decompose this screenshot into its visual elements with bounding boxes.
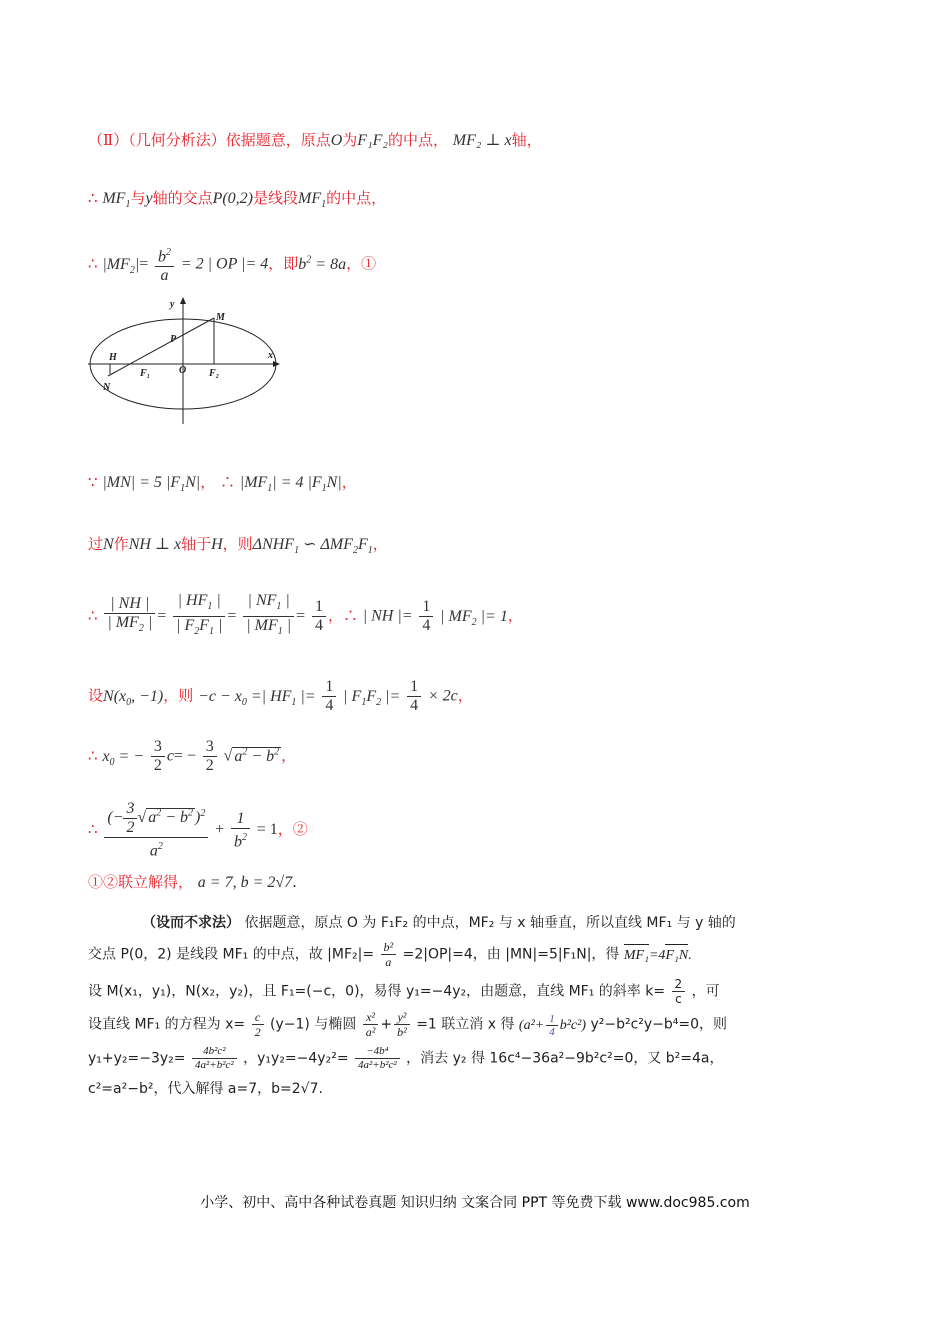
line3 (88, 244, 376, 285)
circle-one: ，① (346, 254, 377, 273)
line6 (88, 592, 523, 641)
label-p: P (170, 334, 177, 345)
equals: = (227, 607, 237, 625)
frac-quarter-d: $\frac{1}{4}$ (407, 678, 421, 715)
alt-vector-eq: MF₁=4F₁N. (624, 948, 692, 963)
math-h: H (211, 536, 223, 553)
line5 (88, 534, 388, 561)
text-ji: ，即 (268, 254, 299, 273)
alt-line-4: 设直线 MF₁ 的方程为 x= $\frac{c}{2}$ (y−1) 与椭圆 $\frac{\text{x²}}{\text{a²}}$ + $\frac{\text{y²}}{\text{b²}}$ =1 联立消 x 得 (a²+ $\frac{1}{4}$ b²c²) y²−b²c²y−b⁴=0，则 (88, 1010, 728, 1039)
math-p: P(0,2) (212, 190, 254, 207)
comma: ， (372, 535, 388, 553)
comma: ， (341, 473, 357, 491)
line8 (88, 738, 296, 775)
alt-text-3b: ，可 (691, 983, 720, 1000)
method-text: 几何分析法）依据题意，原点 (135, 131, 331, 149)
math-c-x0: $-c - x_0$ =| $HF_1$ |= (198, 687, 316, 708)
text-zhouyu: 轴于 (181, 535, 212, 553)
alt-text-5a: y₁+y₂=−3y₂= (88, 1050, 186, 1067)
ellipse-figure (88, 296, 288, 426)
label-n: N (103, 382, 111, 393)
therefore-sign: ∴ (88, 254, 98, 273)
alt-line-2 (88, 940, 858, 969)
circle-two: ，② (277, 820, 308, 839)
alt-text-4c: =1 联立消 x 得 (416, 1016, 515, 1033)
text-zuo: 作 (113, 535, 129, 553)
label-m: M (216, 312, 225, 323)
alt-frac-b2-a: $\frac{\text{b²}}{a}$ (381, 940, 397, 969)
alt-method-block (88, 912, 858, 1100)
label-h: H (109, 352, 117, 363)
alt-method-title: （设而不求法） (142, 915, 240, 931)
text-axis: 轴， (511, 131, 542, 149)
comma: ， (281, 746, 297, 765)
math-answer: a = 7, b = 2√7 (197, 874, 293, 891)
label-f1: F₁ (140, 368, 151, 379)
comma: ， (507, 606, 523, 625)
text-intersection: 轴的交点 (152, 189, 213, 207)
math-x0: $x_0$ = − (102, 747, 145, 768)
frac-nf1-mf1: $\frac{| NF_1 |}{| MF_1 |}$ (243, 592, 294, 641)
frac-ellipse-eq: (− $\frac{3}{2}$ √ $a^2 - b^2$ )$^2$ $a^2$ (104, 800, 208, 860)
plus: + (215, 821, 225, 839)
alt-text-2a: 交点 P(0，2) 是线段 MF₁ 的中点，故 |MF₂|= (88, 946, 375, 963)
label-x: x (268, 350, 273, 361)
alt-line-3 (88, 977, 858, 1006)
sep-comma: ， (200, 473, 216, 491)
alt-text-4b: (y−1) 与椭圆 (270, 1016, 357, 1033)
equals: = (296, 607, 306, 625)
page-footer: 小学、初中、高中各种试卷真题 知识归纳 文案合同 PPT 等免费下载 www.doc985.com (200, 1195, 750, 1211)
comma: ，∴ (327, 606, 358, 625)
math-mf1-4f1n: $|MF_1| = 4$ $|F_1N|$ (239, 474, 342, 495)
fraction-b2-a: $\frac{b^2}{a}$ (155, 244, 174, 285)
alt-line-5 (88, 1045, 858, 1072)
alt-frac-y2-b2: $\frac{\text{y²}}{\text{b²}}$ (394, 1010, 410, 1039)
equals: = (139, 255, 149, 273)
math-nh: | NH |= (362, 607, 413, 625)
line7 (88, 678, 473, 715)
math-mf2-eq1: | $MF_2$ |= 1 (440, 607, 508, 628)
text-midpoint: 的中点， (387, 131, 448, 149)
text-mid: 的中点， (326, 189, 387, 207)
math-eq-op: = 2 | OP |= 4 (180, 255, 269, 273)
part2-line (88, 130, 542, 151)
alt-line-6 (88, 1078, 858, 1100)
alt-frac-c-2: $\frac{c}{2}$ (252, 1010, 264, 1039)
math-y: y (145, 190, 153, 207)
alt-line-1 (88, 912, 858, 934)
text-guo: 过 (88, 535, 104, 553)
line10 (88, 872, 297, 893)
alt-coef: (a²+ $\frac{1}{4}$ b²c²) (518, 1012, 587, 1038)
label-y: y (170, 299, 175, 310)
math-mf1: $MF_1$ (102, 190, 131, 211)
period: . (292, 873, 297, 891)
math-mf1-b: $MF_1$ (298, 190, 327, 211)
frac-hf1-f2f1: $\frac{| HF_1 |}{| F_2F_1 |}$ (173, 592, 225, 641)
math-n-point: $N(x_0$, −1) (103, 687, 164, 708)
frac-quarter: $\frac{1}{4}$ (312, 598, 326, 635)
math-times-2c: × 2c (427, 687, 458, 705)
text-solve: ①②联立解得， (88, 873, 194, 891)
therefore-sign: ∴ (219, 473, 235, 491)
therefore-sign: ∴ (88, 189, 98, 207)
alt-text-1: 依据题意，原点 O 为 F₁F₂ 的中点，MF₂ 与 x 轴垂直，所以直线 MF₁ 与 y 轴的 (244, 915, 736, 931)
therefore-sign: ∴ (88, 606, 98, 625)
alt-frac-prod: $\frac{\text{−4b⁴}}{\text{4a²+b²c²}}$ (355, 1045, 400, 1072)
math-f1f2: F₁F₂ (357, 132, 388, 149)
math-similar: $\Delta NHF_1$ ∽ $\Delta MF_2F_1$ (252, 536, 373, 557)
label-f2: F₂ (209, 368, 220, 379)
because-sign: ∵ (88, 473, 98, 491)
text-ze: ，则 (163, 686, 194, 705)
therefore-sign: ∴ (88, 746, 98, 765)
math-n: N (103, 536, 114, 553)
text-ze: ，则 (222, 535, 253, 553)
comma: ， (457, 686, 473, 705)
alt-frac-x2-a2: $\frac{\text{x²}}{\text{a²}}$ (363, 1010, 379, 1039)
alt-text-2b: =2|OP|=4，由 |MN|=5|F₁N|，得 (402, 946, 620, 963)
text-yu: 与 (130, 189, 146, 207)
alt-text-6: c²=a²−b²，代入解得 a=7，b=2√7. (88, 1081, 323, 1097)
math-f1f2-abs: | $F_1F_2$ |= (343, 687, 401, 708)
text-segment: 是线段 (253, 189, 299, 207)
frac-three-half-b: $\frac{3}{2}$ (203, 738, 217, 775)
equals: = (157, 607, 167, 625)
alt-text-4a: 设直线 MF₁ 的方程为 x= (88, 1016, 246, 1033)
label-o: O (179, 365, 187, 376)
line2 (88, 188, 386, 215)
math-o: O (330, 132, 343, 149)
equals-one: = 1 (256, 821, 278, 839)
math-mf2-perp: MF₂ ⊥ x (452, 132, 512, 149)
text-she: 设 (88, 686, 104, 705)
math-b2-8a: $b^2 = 8a$ (298, 254, 347, 273)
line9 (88, 800, 308, 860)
frac-quarter-c: $\frac{1}{4}$ (322, 678, 336, 715)
alt-text-3a: 设 M(x₁，y₁)，N(x₂，y₂)，且 F₁=(−c，0)，易得 y₁=−4y₂，由题意，直线 MF₁ 的斜率 k= (88, 983, 666, 1000)
line4 (88, 472, 357, 499)
alt-text-5c: ，消去 y₂ 得 16c⁴−36a²−9b²c²=0，又 b²=4a， (406, 1050, 724, 1067)
math-c: c (166, 747, 174, 765)
math-mn-5f1n: |MN| = 5 $|F_1N|$ (102, 474, 201, 495)
alt-frac-sum: $\frac{\text{4b²c²}}{\text{4a²+b²c²}}$ (192, 1045, 237, 1072)
frac-nh-mf2: $\frac{| NH |}{| MF_2 |}$ (104, 595, 155, 638)
part-label: （Ⅱ）（ (88, 131, 136, 149)
frac-three-half: $\frac{3}{2}$ (151, 738, 165, 775)
text-wei: 为 (342, 131, 358, 149)
frac-one-b2: $\frac{1}{b^2}$ (231, 810, 250, 851)
math-abs-mf2: $|MF_2|$ (102, 255, 140, 276)
equals: = − (173, 747, 196, 765)
frac-quarter-b: $\frac{1}{4}$ (419, 598, 433, 635)
math-nh-perp: NH ⊥ x (128, 536, 182, 553)
alt-text-4d: y²−b²c²y−b⁴=0，则 (590, 1016, 728, 1033)
math-sqrt-a2-b2: √ $a^2 - b^2$ (223, 746, 280, 765)
alt-frac-slope: $\frac{2}{c}$ (672, 977, 686, 1006)
alt-text-5b: ，y₁y₂=−4y₂²= (243, 1050, 349, 1067)
therefore-sign: ∴ (88, 820, 98, 839)
